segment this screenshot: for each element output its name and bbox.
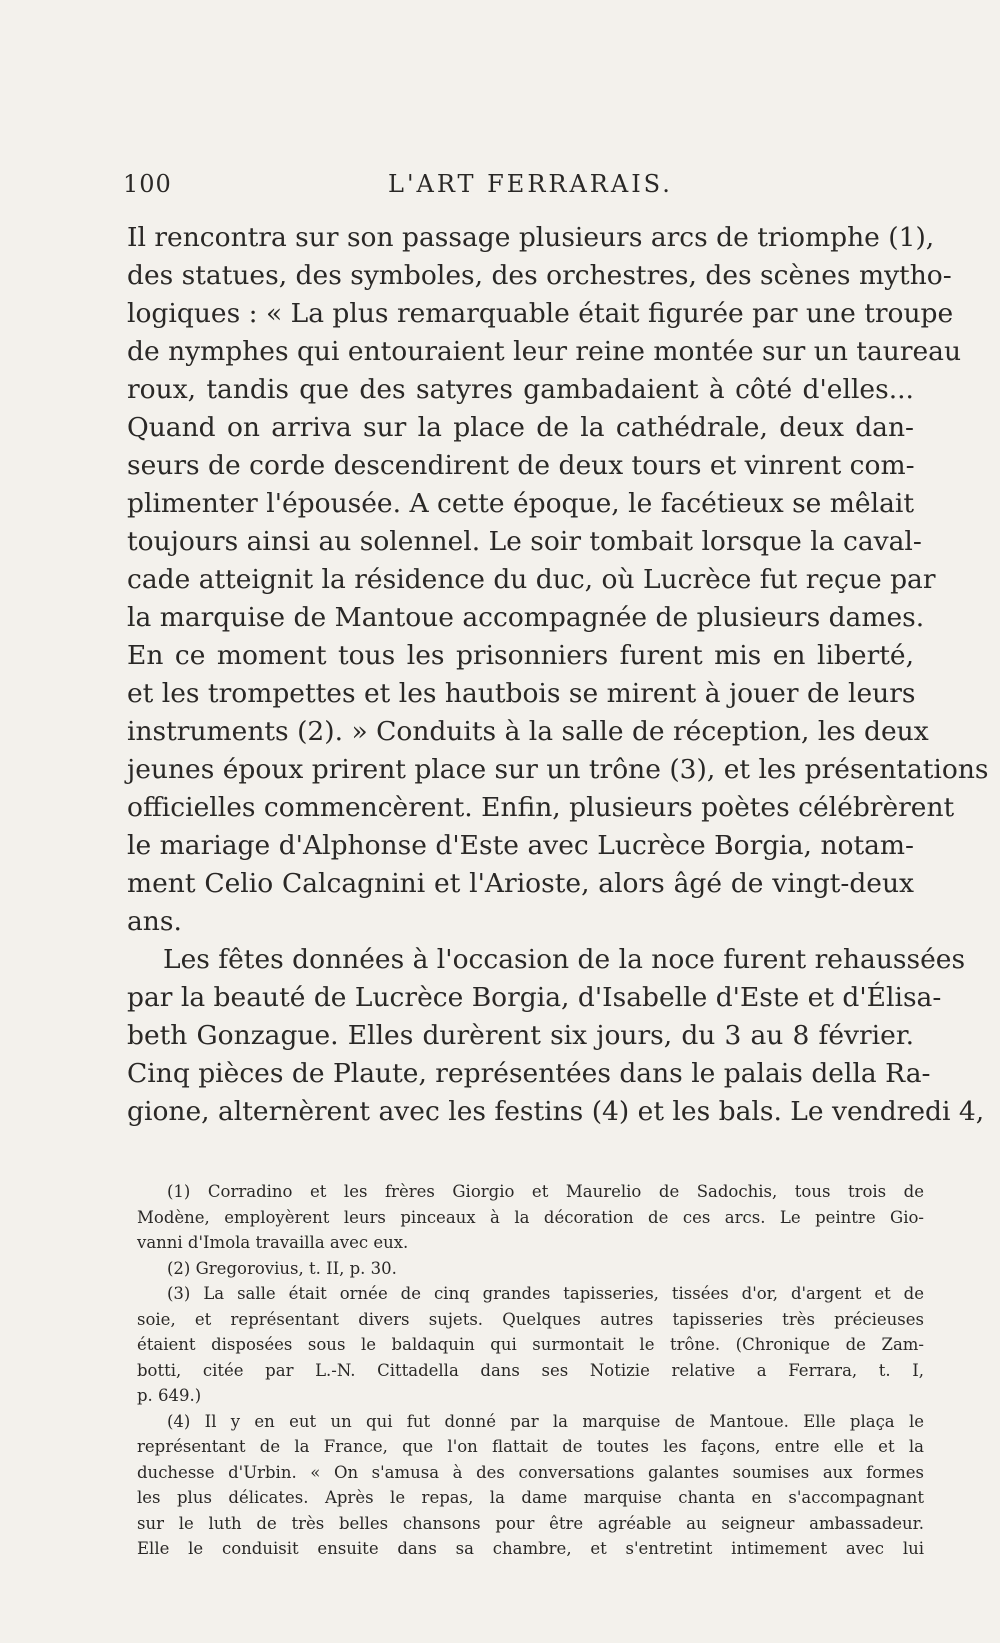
footnote-line: soie, et représentant divers sujets. Quelques autres tapisseries très précieuses bbox=[137, 1309, 924, 1329]
footnote-line: botti, citée par L.-N. Cittadella dans ses Notizie relative a Ferrara, t. I, bbox=[137, 1360, 924, 1380]
text-line: des statues, des symboles, des orchestres, des scènes mytho- bbox=[127, 260, 952, 291]
text-line: Quand on arriva sur la place de la cathédrale, deux dan- bbox=[127, 412, 914, 443]
footnote-line: représentant de la France, que l'on flattait de toutes les façons, entre elle et la bbox=[137, 1437, 924, 1456]
page-number: 100 bbox=[123, 170, 172, 198]
text-line: plimenter l'épousée. A cette époque, le facétieux se mêlait bbox=[127, 488, 914, 519]
text-line: jeunes époux prirent place sur un trône (3), et les présentations bbox=[127, 754, 989, 785]
footnote-line: (3) La salle était ornée de cinq grandes tapisseries, tissées d'or, d'argent et de bbox=[167, 1284, 924, 1303]
main-text bbox=[127, 219, 989, 1131]
text-line: la marquise de Mantoue accompagnée de plusieurs dames. bbox=[127, 602, 925, 633]
footnote-line: duchesse d'Urbin. « On s'amusa à des conversations galantes soumises aux formes bbox=[137, 1462, 924, 1482]
text-line: ans. bbox=[127, 906, 182, 937]
footnote-line: p. 649.) bbox=[137, 1386, 202, 1405]
text-line: officielles commencèrent. Enfin, plusieurs poètes célébrèrent bbox=[127, 792, 955, 823]
footnote-line: vanni d'Imola travailla avec eux. bbox=[137, 1233, 409, 1252]
text-line: roux, tandis que des satyres gambadaient à côté d'elles... bbox=[127, 374, 914, 405]
text-line: beth Gonzague. Elles durèrent six jours, du 3 au 8 février. bbox=[127, 1020, 914, 1051]
text-line: gione, alternèrent avec les festins (4) et les bals. Le vendredi 4, bbox=[127, 1096, 985, 1127]
footnote-line: étaient disposées sous le baldaquin qui surmontait le trône. (Chronique de Zam- bbox=[137, 1335, 924, 1354]
text-line: par la beauté de Lucrèce Borgia, d'Isabelle d'Este et d'Élisa- bbox=[127, 982, 942, 1013]
footnote-line: Modène, employèrent leurs pinceaux à la décoration de ces arcs. Le peintre Gio- bbox=[137, 1207, 924, 1227]
text-line: instruments (2). » Conduits à la salle de réception, les deux bbox=[127, 716, 929, 747]
footnote-line: sur le luth de très belles chansons pour être agréable au seigneur ambassadeur. bbox=[137, 1513, 924, 1533]
text-line: le mariage d'Alphonse d'Este avec Lucrèce Borgia, notam- bbox=[127, 830, 914, 861]
text-line: seurs de corde descendirent de deux tours et vinrent com- bbox=[127, 450, 915, 481]
footnote-line: Elle le conduisit ensuite dans sa chambre, et s'entretint intimement avec lui bbox=[137, 1539, 924, 1558]
footnote-line: (2) Gregorovius, t. II, p. 30. bbox=[167, 1258, 397, 1278]
footnotes bbox=[137, 1179, 924, 1562]
text-line: En ce moment tous les prisonniers furent mis en liberté, bbox=[127, 640, 914, 671]
text-line: cade atteignit la résidence du duc, où Lucrèce fut reçue par bbox=[127, 564, 936, 595]
text-line: ment Celio Calcagnini et l'Arioste, alors âgé de vingt-deux bbox=[127, 868, 914, 899]
text-line: et les trompettes et les hautbois se mirent à jouer de leurs bbox=[127, 678, 916, 709]
text-line: toujours ainsi au solennel. Le soir tombait lorsque la caval- bbox=[127, 526, 922, 557]
footnote-line: (4) Il y en eut un qui fut donné par la marquise de Mantoue. Elle plaça le bbox=[167, 1411, 924, 1431]
text-line: logiques : « La plus remarquable était figurée par une troupe bbox=[127, 298, 954, 329]
text-line: Il rencontra sur son passage plusieurs arcs de triomphe (1), bbox=[127, 222, 935, 253]
text-line: Cinq pièces de Plaute, représentées dans le palais della Ra- bbox=[127, 1058, 931, 1089]
text-line: de nymphes qui entouraient leur reine montée sur un taureau bbox=[127, 336, 962, 367]
text-line: Les fêtes données à l'occasion de la noce furent rehaussées bbox=[163, 944, 966, 975]
footnote-line: les plus délicates. Après le repas, la dame marquise chanta en s'accompagnant bbox=[137, 1488, 924, 1507]
running-title: L'ART FERRARAIS. bbox=[388, 170, 673, 198]
footnote-line: (1) Corradino et les frères Giorgio et Maurelio de Sadochis, tous trois de bbox=[167, 1182, 924, 1201]
